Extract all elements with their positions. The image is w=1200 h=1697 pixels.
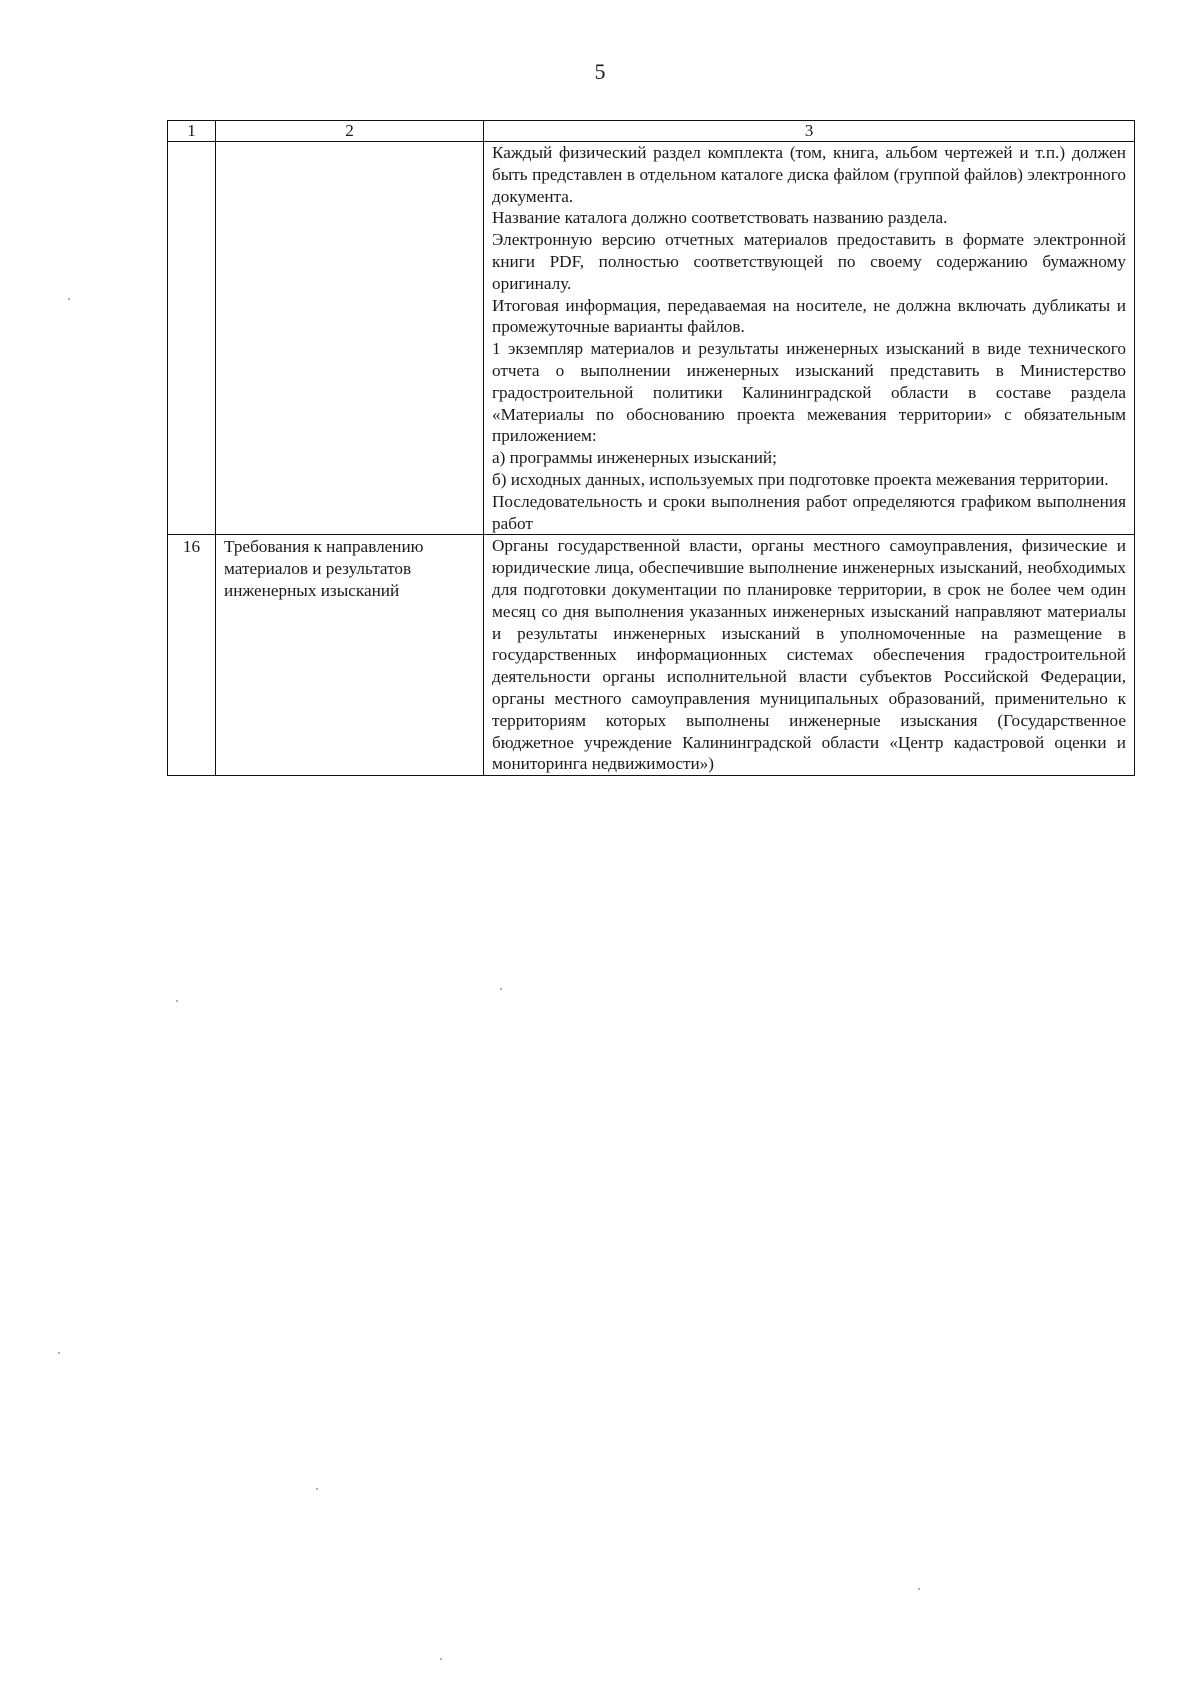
scan-speck — [176, 1000, 178, 1002]
content-paragraph: б) исходных данных, используемых при подготовке проекта межевания территории. — [492, 469, 1109, 489]
scan-speck — [68, 298, 70, 300]
requirements-table — [167, 120, 1135, 776]
column-header-1: 1 — [168, 121, 216, 142]
scan-speck — [500, 988, 502, 990]
content-paragraph: а) программы инженерных изысканий; — [492, 448, 777, 468]
content-paragraph: Название каталога должно соответствовать названию раздела. — [492, 208, 948, 228]
content-paragraph: Каждый физический раздел комплекта (том, книга, альбом чертежей и т.п.) должен быть представлен в отдельном каталоге диска файлом (группой файлов) электронного документа. — [492, 143, 1126, 206]
row-number-cell — [168, 142, 216, 535]
table-header — [168, 121, 1135, 142]
scan-speck — [58, 1352, 60, 1354]
requirement-cell — [216, 142, 484, 535]
content-paragraph: 1 экземпляр материалов и результаты инженерных изысканий в виде технического отчета о выполнении инженерных изысканий представить в Министерство градостроительной политики Калининградской области в составе раздела «Материалы по обоснованию проекта межевания территории» с обязательным приложением: — [492, 339, 1126, 446]
content-paragraph: Органы государственной власти, органы местного самоуправления, физические и юридические лица, обеспечившие выполнение инженерных изысканий, необходимых для подготовки документации по планировке территории, в срок не более чем один месяц со дня выполнения указанных инженерных изысканий направляют материалы и результаты инженерных изысканий в уполномоченные на размещение в государственных информационных системах обеспечения градостроительной деятельности органы исполнительной власти субъектов Российской Федерации, органы местного самоуправления муниципальных образований, применительно к территориям которых выполнены инженерные изыскания (Государственное бюджетное учреждение Калининградской области «Центр кадастровой оценки и мониторинга недвижимости») — [492, 536, 1126, 774]
row-number-cell: 16 — [168, 535, 216, 776]
content-paragraph: Последовательность и сроки выполнения работ определяются графиком выполнения работ — [492, 491, 1126, 533]
content-paragraph: Итоговая информация, передаваемая на носителе, не должна включать дубликаты и промежуточные варианты файлов. — [492, 295, 1126, 337]
page-number: 5 — [594, 59, 606, 84]
content-paragraph: Электронную версию отчетных материалов предоставить в формате электронной книги PDF, полностью соответствующей по своему содержанию бумажному оригиналу. — [492, 230, 1126, 293]
scan-speck — [918, 1588, 920, 1590]
column-header-2: 2 — [216, 121, 484, 142]
table-body — [168, 142, 1135, 776]
table-row — [168, 142, 1135, 535]
scan-speck — [440, 1658, 442, 1660]
table-row — [168, 535, 1135, 776]
scan-speck — [316, 1488, 318, 1490]
content-cell — [484, 142, 1135, 535]
header-row — [168, 121, 1135, 142]
requirement-cell: Требования к направлению материалов и результатов инженерных изысканий — [216, 535, 484, 776]
content-cell — [484, 535, 1135, 776]
column-header-3: 3 — [484, 121, 1135, 142]
